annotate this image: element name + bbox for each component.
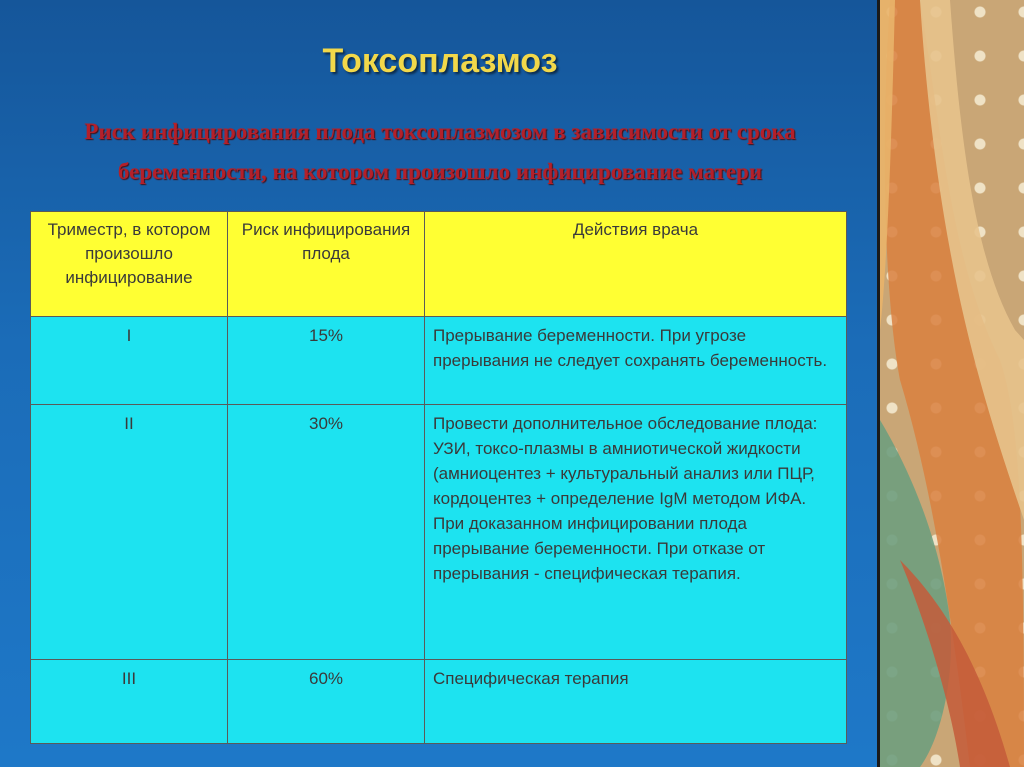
cell-risk: 60%	[228, 660, 425, 744]
header-trimester: Триместр, в котором произошло инфицирование	[31, 212, 228, 317]
slide-subtitle	[10, 112, 870, 192]
table-row	[31, 660, 847, 744]
cell-risk: 30%	[228, 405, 425, 660]
decorative-border-panel	[880, 0, 1024, 767]
table-row	[31, 317, 847, 405]
slide-title: Токсоплазмоз	[322, 42, 558, 80]
cell-trimester: I	[31, 317, 228, 405]
subtitle-line-1: Риск инфицирования плода токсоплазмозом в зависимости от срока	[84, 119, 796, 144]
cell-risk: 15%	[228, 317, 425, 405]
subtitle-line-2: беременности, на котором произошло инфицирование матери	[117, 159, 763, 184]
risk-table	[30, 211, 847, 744]
cell-trimester: II	[31, 405, 228, 660]
header-actions: Действия врача	[425, 212, 847, 317]
cell-trimester: III	[31, 660, 228, 744]
cell-action: Провести дополнительное обследование плода: УЗИ, токсо-плазмы в амниотической жидкости (амниоцентез + культуральный анализ или ПЦР, кордоцентез + определение IgM методом ИФА. При доказанном инфицировании плода прерывание беременности. При отказе от прерывания - специфическая терапия.	[425, 405, 847, 660]
table-header-row	[31, 212, 847, 317]
table-row	[31, 405, 847, 660]
drapery-ornament-icon	[880, 0, 1024, 767]
cell-action: Прерывание беременности. При угрозе прерывания не следует сохранять беременность.	[425, 317, 847, 405]
cell-action: Специфическая терапия	[425, 660, 847, 744]
header-risk: Риск инфицирования плода	[228, 212, 425, 317]
